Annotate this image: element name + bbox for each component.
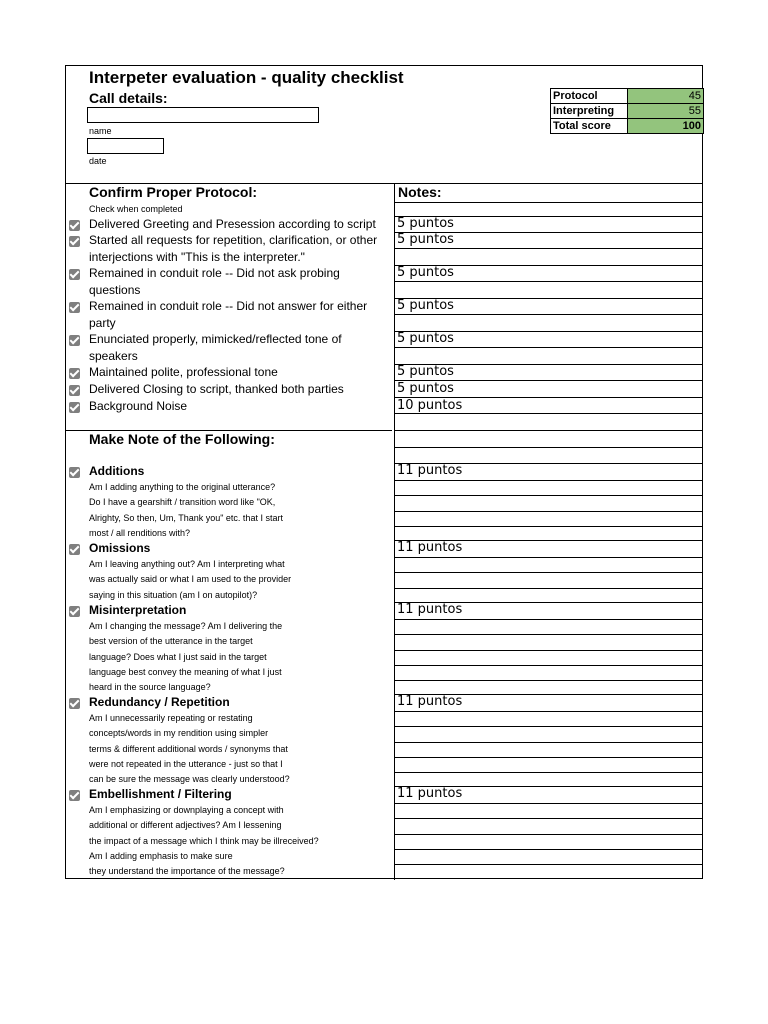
criterion-line: Am I adding anything to the original utterance? xyxy=(89,482,276,492)
checkbox-checked[interactable] xyxy=(69,236,80,247)
criterion-line: Am I unnecessarily repeating or restating xyxy=(89,713,253,723)
criterion-line: Am I changing the message? Am I delivering the xyxy=(89,621,283,631)
points-note: 5 puntos xyxy=(397,216,454,231)
checkbox-checked[interactable] xyxy=(69,467,80,478)
checkbox-checked[interactable] xyxy=(69,335,80,346)
criterion-line: Am I adding emphasis to make sure xyxy=(89,851,233,861)
notes-row-line xyxy=(394,447,702,448)
points-note: 10 puntos xyxy=(397,398,463,413)
notes-row-line xyxy=(394,347,702,348)
points-note: 5 puntos xyxy=(397,364,454,379)
date-label: date xyxy=(89,156,107,166)
notes-row-line xyxy=(394,281,702,282)
points-note: 11 puntos xyxy=(397,540,463,555)
criterion-line: best version of the utterance in the target xyxy=(89,636,253,646)
notes-row-line xyxy=(394,818,702,819)
score-label: Protocol xyxy=(551,89,628,104)
criterion-line: language best convey the meaning of what I just xyxy=(89,667,282,677)
criterion-line: terms & different additional words / synonyms that xyxy=(89,744,288,754)
notes-divider xyxy=(394,183,395,880)
notes-row-line xyxy=(394,665,702,666)
points-note: 5 puntos xyxy=(397,232,454,247)
score-row-protocol xyxy=(551,89,704,104)
name-input[interactable] xyxy=(87,107,319,123)
notes-row-line xyxy=(394,742,702,743)
criterion-line: Am I leaving anything out? Am I interpreting what xyxy=(89,559,285,569)
points-note: 5 puntos xyxy=(397,381,454,396)
points-note: 5 puntos xyxy=(397,298,454,313)
checkbox-checked[interactable] xyxy=(69,220,80,231)
criterion-title: Additions xyxy=(89,464,145,478)
points-note: 11 puntos xyxy=(397,463,463,478)
criterion-line: was actually said or what I am used to the provider xyxy=(89,574,292,584)
points-note: 11 puntos xyxy=(397,694,463,709)
points-note: 11 puntos xyxy=(397,786,463,801)
checkbox-checked[interactable] xyxy=(69,606,80,617)
points-note: 11 puntos xyxy=(397,602,463,617)
notes-row-line xyxy=(394,495,702,496)
notes-row-line xyxy=(394,680,702,681)
criterion-line: most / all renditions with? xyxy=(89,528,191,538)
criterion-line: they understand the importance of the message? xyxy=(89,866,285,876)
criterion-line: heard in the source language? xyxy=(89,682,211,692)
notes-row-line xyxy=(394,834,702,835)
protocol-item: Delivered Closing to script, thanked both parties xyxy=(89,382,344,396)
notes-row-line xyxy=(394,430,702,431)
checkbox-checked[interactable] xyxy=(69,269,80,280)
notes-row-line xyxy=(394,413,702,414)
criterion-line: can be sure the message was clearly understood? xyxy=(89,774,290,784)
checkbox-checked[interactable] xyxy=(69,544,80,555)
date-input[interactable] xyxy=(87,138,164,154)
protocol-item: Maintained polite, professional tone xyxy=(89,365,278,379)
notes-row-line xyxy=(394,634,702,635)
name-label: name xyxy=(89,126,112,136)
score-value: 100 xyxy=(627,119,703,134)
protocol-heading: Confirm Proper Protocol: xyxy=(89,184,258,200)
criterion-line: additional or different adjectives? Am I lessening xyxy=(89,820,282,830)
checkbox-checked[interactable] xyxy=(69,368,80,379)
notes-row-line xyxy=(394,511,702,512)
protocol-item: Background Noise xyxy=(89,399,188,413)
checklist-sheet xyxy=(65,65,703,879)
checkbox-checked[interactable] xyxy=(69,402,80,413)
notes-heading: Notes: xyxy=(398,184,442,200)
notes-row-line xyxy=(394,248,702,249)
score-label: Total score xyxy=(551,119,628,134)
criterion-line: were not repeated in the utterance - just so that I xyxy=(89,759,283,769)
notes-row-line xyxy=(394,557,702,558)
notes-row-line xyxy=(394,650,702,651)
notes-row-line xyxy=(394,772,702,773)
checkbox-checked[interactable] xyxy=(69,302,80,313)
notes-row-line xyxy=(394,588,702,589)
protocol-hint: Check when completed xyxy=(89,204,183,214)
notes-row-line xyxy=(394,314,702,315)
score-value: 55 xyxy=(627,104,703,119)
score-row-interpreting xyxy=(551,104,704,119)
checkbox-checked[interactable] xyxy=(69,790,80,801)
protocol-item: Delivered Greeting and Presession according to script xyxy=(89,217,376,231)
call-details-heading: Call details: xyxy=(89,90,168,106)
criterion-line: Do I have a gearshift / transition word like "OK, xyxy=(89,497,276,507)
note-section-heading: Make Note of the Following: xyxy=(89,431,275,447)
notes-row-line xyxy=(394,202,702,203)
criterion-title: Omissions xyxy=(89,541,151,555)
protocol-item: Remained in conduit role -- Did not answer for either party xyxy=(89,299,368,330)
criterion-line: language? Does what I just said in the target xyxy=(89,652,267,662)
points-note: 5 puntos xyxy=(397,331,454,346)
checkbox-checked[interactable] xyxy=(69,698,80,709)
criterion-line: Alrighty, So then, Um, Thank you" etc. that I start xyxy=(89,513,283,523)
points-note: 5 puntos xyxy=(397,265,454,280)
criterion-line: concepts/words in my rendition using simpler xyxy=(89,728,269,738)
score-table xyxy=(550,88,704,134)
notes-row-line xyxy=(394,572,702,573)
protocol-item: Remained in conduit role -- Did not ask probing questions xyxy=(89,266,340,297)
checkbox-checked[interactable] xyxy=(69,385,80,396)
page-title: Interpeter evaluation - quality checklist xyxy=(89,68,404,87)
notes-row-line xyxy=(394,619,702,620)
criterion-title: Redundancy / Repetition xyxy=(89,695,230,709)
criterion-line: the impact of a message which I think may be illreceived? xyxy=(89,836,319,846)
criterion-title: Embellishment / Filtering xyxy=(89,787,232,801)
score-label: Interpreting xyxy=(551,104,628,119)
notes-row-line xyxy=(394,711,702,712)
notes-row-line xyxy=(394,864,702,865)
notes-row-line xyxy=(394,757,702,758)
protocol-item: Enunciated properly, mimicked/reflected tone of speakers xyxy=(89,332,342,363)
notes-row-line xyxy=(394,803,702,804)
score-row-total xyxy=(551,119,704,134)
criterion-line: saying in this situation (am I on autopilot)? xyxy=(89,590,258,600)
criterion-line: Am I emphasizing or downplaying a concept with xyxy=(89,805,284,815)
score-value: 45 xyxy=(627,89,703,104)
protocol-item: Started all requests for repetition, clarification, or other interjections with "This is the interpreter." xyxy=(89,233,378,264)
criterion-title: Misinterpretation xyxy=(89,603,187,617)
notes-row-line xyxy=(394,526,702,527)
notes-row-line xyxy=(394,849,702,850)
notes-row-line xyxy=(394,480,702,481)
notes-row-line xyxy=(394,726,702,727)
